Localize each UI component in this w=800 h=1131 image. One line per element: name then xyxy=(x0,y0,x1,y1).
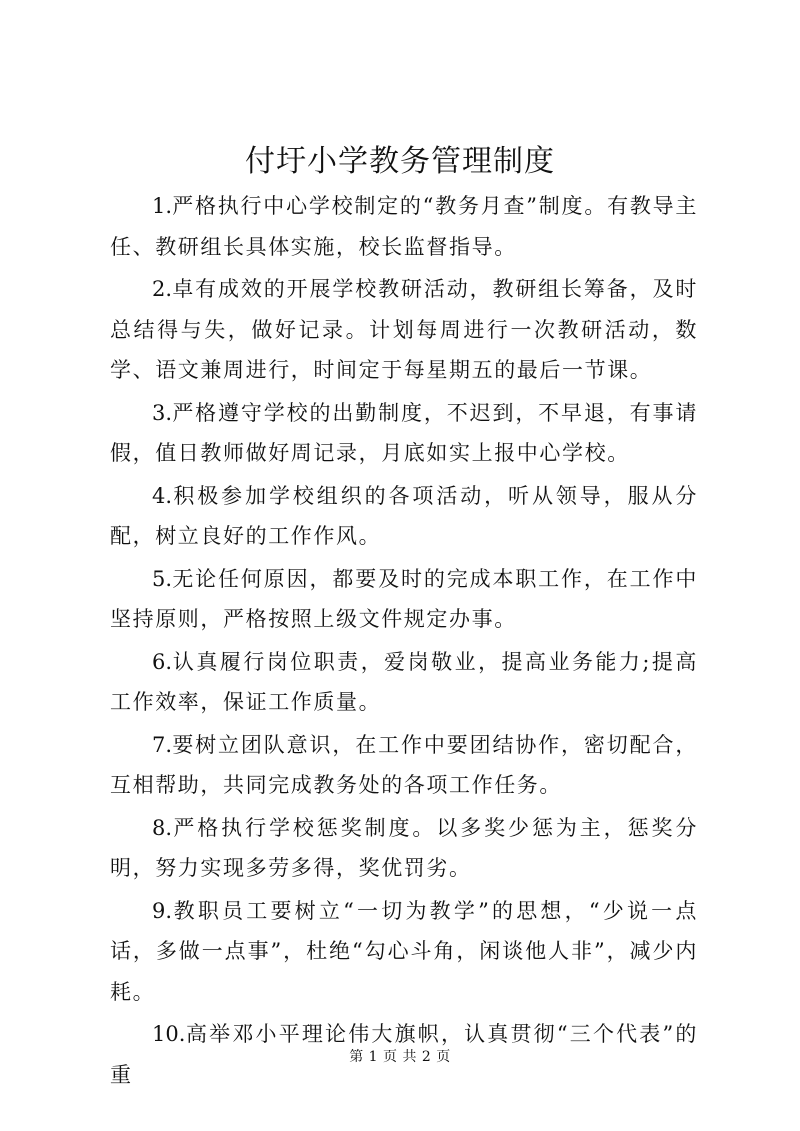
paragraph-2 xyxy=(110,269,698,391)
paragraph-text: 严格遵守学校的出勤制度，不迟到，不早退，有事请假，值日教师做好周记录，月底如实上报中心学校。 xyxy=(110,400,698,465)
paragraph-8 xyxy=(110,808,698,889)
paragraph-5 xyxy=(110,559,698,640)
paragraph-text: 严格执行中心学校制定的“教务月查”制度。有教导主任、教研组长具体实施，校长监督指导。 xyxy=(110,194,698,259)
paragraph-number: 5. xyxy=(152,566,173,591)
paragraph-7 xyxy=(110,725,698,806)
paragraph-number: 8. xyxy=(152,815,173,840)
document-body xyxy=(110,186,698,1097)
paragraph-text: 教职员工要树立“一切为教学”的思想，“少说一点话，多做一点事”，杜绝“勾心斗角，闲谈他人非”，减少内耗。 xyxy=(110,898,698,1004)
paragraph-6 xyxy=(110,642,698,723)
paragraph-number: 10. xyxy=(152,1022,186,1046)
paragraph-1 xyxy=(110,186,698,267)
page-footer xyxy=(0,1047,800,1067)
paragraph-text: 认真履行岗位职责，爱岗敬业，提高业务能力;提高工作效率，保证工作质量。 xyxy=(110,649,698,714)
paragraph-text: 高举邓小平理论伟大旗帜，认真贯彻“三个代表”的重 xyxy=(110,1022,698,1087)
paragraph-number: 2. xyxy=(152,277,173,301)
paragraph-number: 6. xyxy=(152,649,173,674)
paragraph-text: 严格执行学校惩奖制度。以多奖少惩为主，惩奖分明，努力实现多劳多得，奖优罚劣。 xyxy=(110,815,698,880)
page-number-label: 第 1 页 共 2 页 xyxy=(349,1049,451,1065)
paragraph-number: 9. xyxy=(152,898,173,923)
paragraph-3 xyxy=(110,393,698,474)
paragraph-number: 4. xyxy=(152,483,173,508)
paragraph-number: 3. xyxy=(152,400,173,425)
paragraph-text: 无论任何原因，都要及时的完成本职工作，在工作中坚持原则，严格按照上级文件规定办事。 xyxy=(110,566,698,631)
paragraph-text: 积极参加学校组织的各项活动，听从领导，服从分配，树立良好的工作作风。 xyxy=(110,483,698,548)
paragraph-number: 1. xyxy=(152,194,173,218)
paragraph-4 xyxy=(110,476,698,557)
page-title: 付圩小学教务管理制度 xyxy=(245,144,555,179)
paragraph-text: 卓有成效的开展学校教研活动，教研组长筹备，及时总结得与失，做好记录。计划每周进行一次教研活动，数学、语文兼周进行，时间定于每星期五的最后一节课。 xyxy=(110,277,698,382)
paragraph-number: 7. xyxy=(152,732,173,757)
paragraph-text: 要树立团队意识，在工作中要团结协作，密切配合，互相帮助，共同完成教务处的各项工作任务。 xyxy=(110,732,698,797)
paragraph-9 xyxy=(110,891,698,1013)
